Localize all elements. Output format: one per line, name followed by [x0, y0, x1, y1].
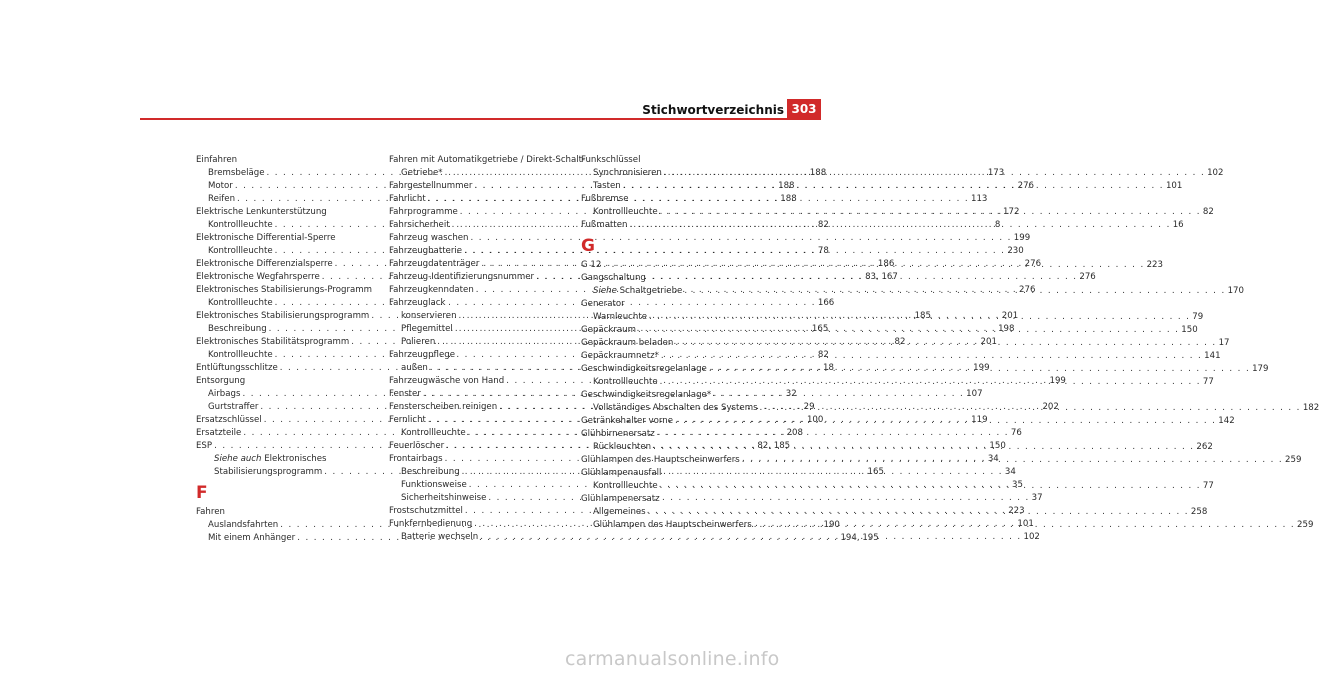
dot-leader	[480, 531, 1021, 544]
dot-leader	[754, 519, 1295, 532]
entry-term: Elektrische Lenkunterstützung	[196, 207, 327, 217]
dot-leader	[664, 167, 1205, 180]
index-entry	[389, 232, 1031, 245]
entry-term: Allgemeines	[593, 507, 646, 517]
entry-term: Fußmatten	[581, 220, 628, 230]
entry-term: Gepäckraum	[581, 325, 636, 335]
page-title: Stichwortverzeichnis	[642, 103, 784, 117]
entry-term: Elektronisches Stabilitätsprogramm	[196, 337, 350, 347]
see-reference-label: Siehe auch	[214, 454, 262, 464]
entry-term: Elektronisches	[264, 454, 327, 464]
dot-leader	[760, 402, 1301, 415]
entry-term: Geschwindigkeitsregelanlage	[581, 364, 707, 374]
entry-page-number: 113	[970, 194, 988, 204]
entry-page-number: 82	[1202, 207, 1214, 217]
entry-page-number: 199	[1049, 376, 1066, 386]
index-entry	[581, 154, 766, 167]
index-entry	[196, 154, 381, 167]
entry-term: Fahrzeug waschen	[389, 233, 469, 243]
entry-page-number: 34	[987, 454, 999, 464]
entry-term: Funktionsweise	[401, 480, 467, 490]
entry-page-number: 179	[1252, 364, 1269, 374]
entry-page-number: 82	[817, 350, 829, 360]
entry-term: ESP	[196, 441, 213, 451]
entry-page-number: 29	[803, 402, 815, 412]
watermark: carmanualsonline.info	[565, 648, 780, 670]
entry-page-number: 173	[987, 168, 1005, 178]
entry-page-number: 18	[823, 363, 834, 373]
entry-term: Rückleuchten	[593, 442, 652, 452]
entry-term: Fahrprogramme	[389, 207, 458, 217]
entry-page-number: 37	[1031, 493, 1043, 503]
entry-page-number: 199	[1013, 233, 1031, 243]
header-rule	[140, 118, 821, 120]
entry-page-number: 32	[785, 389, 797, 399]
entry-page-number: 79	[1192, 312, 1204, 322]
index-entry	[581, 493, 766, 506]
entry-term: außen	[401, 363, 428, 373]
entry-term: Fahrzeugbatterie	[389, 246, 463, 256]
entry-page-number: 186	[877, 259, 895, 269]
entry-term: Bremsbeläge	[208, 168, 265, 178]
entry-term: Kontrollleuchte	[208, 350, 273, 360]
entry-term: Schaltgetriebe	[619, 286, 683, 296]
entry-page-number: 78	[817, 246, 829, 256]
entry-term: Kontrollleuchte	[208, 298, 273, 308]
entry-term: Fußbremse	[581, 194, 629, 204]
entry-term: Frontairbags	[389, 454, 443, 464]
entry-page-number: 188	[778, 181, 795, 191]
entry-term: Ersatzteile	[196, 428, 242, 438]
entry-page-number: 35	[1012, 480, 1023, 490]
entry-page-number: 165	[867, 467, 884, 477]
entry-page-number: 100	[806, 415, 824, 425]
dot-leader	[675, 415, 1216, 428]
entry-page-number: 259	[1285, 455, 1302, 465]
entry-term: Fenster	[389, 389, 421, 399]
entry-page-number: 223	[1146, 260, 1163, 270]
entry-page-number: 101	[1165, 181, 1183, 191]
dot-leader	[742, 454, 1283, 467]
entry-term: Glühlampenausfall	[581, 468, 662, 478]
entry-page-number: 34	[1004, 467, 1016, 477]
entry-page-number: 141	[1204, 351, 1221, 361]
entry-term: Entlüftungsschlitze	[196, 363, 278, 373]
index-entry	[581, 467, 766, 480]
entry-term: Getriebe*	[401, 168, 443, 178]
entry-page-number: 188	[809, 168, 827, 178]
entry-page-number: 185	[914, 311, 931, 321]
dot-leader	[660, 480, 1201, 493]
entry-term: Kontrollleuchte	[593, 377, 658, 387]
index-entry	[581, 428, 766, 441]
entry-term: Batterie wechseln	[401, 532, 479, 542]
dot-leader	[638, 324, 1179, 337]
dot-leader	[709, 363, 1250, 376]
entry-term: Beschreibung	[208, 324, 267, 334]
entry-term: Gurtstraffer	[208, 402, 259, 412]
entry-term: Fahrgestellnummer	[389, 181, 473, 191]
entry-term: Fahrzeuglack	[389, 298, 446, 308]
entry-term: Fahrzeugwäsche von Hand	[389, 376, 505, 386]
entry-term: Kontrollleuchte	[401, 428, 466, 438]
index-entry	[196, 375, 381, 388]
entry-page-number: 150	[1181, 325, 1198, 335]
index-entry	[581, 298, 766, 311]
see-reference-label: Siehe	[593, 286, 617, 296]
entry-term: Gepäckraum beladen	[581, 338, 674, 348]
entry-term: konservieren	[401, 311, 457, 321]
entry-term: Ersatzschlüssel	[196, 415, 262, 425]
entry-term: Generator	[581, 299, 625, 309]
entry-page-number: 165	[811, 324, 829, 334]
dot-leader	[653, 441, 1194, 454]
index-entry	[389, 297, 574, 310]
entry-term: Auslandsfahrten	[208, 520, 279, 530]
entry-term: Airbags	[208, 389, 241, 399]
entry-term: Getränkehalter vorne	[581, 416, 674, 426]
index-entry	[196, 284, 381, 297]
dot-leader	[660, 206, 1201, 219]
entry-term: Gangschaltung	[581, 273, 646, 283]
entry-term: Gepäckraumnetz*	[581, 351, 659, 361]
entry-term: Beschreibung	[401, 467, 460, 477]
section-letter: F	[196, 483, 208, 503]
entry-page-number: 194, 195	[840, 533, 879, 543]
entry-page-number: 201	[1001, 311, 1019, 321]
section-letter: G	[581, 236, 595, 256]
entry-term: Feuerlöscher	[389, 441, 445, 451]
entry-page-number: 82	[817, 220, 829, 230]
index-entry	[196, 206, 381, 219]
entry-term: Fahrzeugkenndaten	[389, 285, 474, 295]
entry-page-number: 258	[1190, 507, 1208, 517]
entry-page-number: 198	[998, 324, 1015, 334]
entry-page-number: 276	[1079, 272, 1096, 282]
entry-term: Fahrzeugpflege	[389, 350, 455, 360]
entry-term: Glühlampen des Hauptscheinwerfers	[593, 520, 752, 530]
dot-leader	[629, 219, 1170, 232]
entry-term: Pflegemittel	[401, 324, 453, 334]
entry-page-number: 16	[1172, 220, 1184, 230]
entry-term: Fahren mit Automatikgetriebe / Direkt-Schalt-	[389, 155, 586, 165]
entry-page-number: 188	[780, 194, 797, 204]
entry-page-number: 276	[1019, 285, 1036, 295]
entry-page-number: 276	[1024, 259, 1042, 269]
entry-page-number: 262	[1196, 442, 1213, 452]
entry-page-number: 82	[894, 337, 906, 347]
entry-term: Fahrlicht	[389, 194, 426, 204]
entry-term: Warnleuchte	[593, 312, 647, 322]
entry-term: Vollständiges Abschalten des Systems	[593, 403, 758, 413]
entry-page-number: 119	[971, 415, 988, 425]
dot-leader	[603, 259, 1144, 272]
entry-term: Entsorgung	[196, 376, 246, 386]
entry-term: Funkfernbedienung	[389, 519, 473, 529]
index-entry	[581, 389, 766, 402]
entry-page-number: 201	[980, 337, 997, 347]
entry-term: Kontrollleuchte	[208, 220, 273, 230]
entry-term: Funkschlüssel	[581, 155, 641, 165]
dot-leader	[684, 285, 1225, 298]
entry-term: Fahren	[196, 507, 225, 517]
index-entry	[389, 349, 574, 362]
entry-page-number: 83, 167	[865, 272, 898, 282]
entry-page-number: 182	[1302, 403, 1319, 413]
entry-page-number: 17	[1218, 338, 1230, 348]
entry-term: Mit einem Anhänger	[208, 533, 296, 543]
entry-page-number: 190	[823, 520, 840, 530]
entry-term: Fensterscheiben reinigen	[389, 402, 498, 412]
entry-page-number: 172	[1003, 207, 1020, 217]
entry-term: Fahrzeugdatenträger	[389, 259, 480, 269]
entry-term: Glühlampenersatz	[581, 494, 660, 504]
entry-term: Kontrollleuchte	[593, 207, 658, 217]
entry-page-number: 276	[1017, 181, 1035, 191]
entry-page-number: 150	[989, 441, 1006, 451]
entry-term: Motor	[208, 181, 233, 191]
entry-page-number: 82, 185	[757, 441, 791, 451]
entry-term: Polieren	[401, 337, 436, 347]
entry-page-number: 199	[973, 363, 990, 373]
entry-term: G 12	[581, 260, 602, 270]
entry-term: Stabilisierungsprogramm	[214, 467, 323, 477]
entry-term: Glühbirnenersatz	[581, 429, 655, 439]
entry-page-number: 170	[1227, 286, 1244, 296]
entry-term: Geschwindigkeitsregelanlage*	[581, 390, 712, 400]
index-entry	[389, 154, 586, 167]
dot-leader	[661, 350, 1202, 363]
entry-page-number: 142	[1218, 416, 1235, 426]
entry-page-number: 76	[1010, 428, 1022, 438]
entry-term: Fahrzeug-Identifizierungsnummer	[389, 272, 535, 282]
entry-term: Einfahren	[196, 155, 238, 165]
entry-term: Reifen	[208, 194, 236, 204]
entry-page-number: 102	[1207, 168, 1224, 178]
dot-leader	[649, 311, 1190, 324]
entry-page-number: 77	[1202, 377, 1214, 387]
entry-page-number: 223	[1008, 506, 1025, 516]
entry-term: Elektronisches Stabilisierungsprogramm	[196, 311, 370, 321]
entry-term: Fernlicht	[389, 415, 426, 425]
entry-page-number: 166	[817, 298, 835, 308]
dot-leader	[623, 180, 1164, 193]
index-entry	[196, 232, 381, 245]
entry-page-number: 202	[1042, 402, 1059, 412]
entry-page-number: 8	[994, 220, 1001, 230]
dot-leader	[648, 506, 1189, 519]
dot-leader	[660, 376, 1201, 389]
entry-term: Frostschutzmittel	[389, 506, 463, 516]
entry-term: Fahrsicherheit	[389, 220, 450, 230]
entry-page-number: 259	[1297, 520, 1314, 530]
page-number-badge: 303	[787, 99, 821, 118]
entry-term: Kontrollleuchte	[208, 246, 273, 256]
entry-page-number: 230	[1007, 246, 1024, 256]
entry-page-number: 102	[1023, 532, 1040, 542]
entry-page-number: 107	[966, 389, 983, 399]
index-entry	[581, 272, 766, 285]
entry-page-number: 77	[1202, 481, 1214, 491]
entry-page-number: 101	[1017, 519, 1034, 529]
entry-term: Synchronisieren	[593, 168, 662, 178]
dot-leader	[675, 337, 1216, 350]
entry-term: Elektronische Differenzialsperre	[196, 259, 333, 269]
entry-term: Glühlampen des Hauptscheinwerfers	[581, 455, 740, 465]
entry-term: Elektronische Wegfahrsperre	[196, 272, 320, 282]
index-entry	[581, 193, 766, 206]
entry-term: Kontrollleuchte	[593, 481, 658, 491]
entry-term: Tasten	[593, 181, 621, 191]
entry-term: Elektronisches Stabilisierungs-Programm	[196, 285, 372, 295]
index-entry	[196, 506, 381, 519]
entry-page-number: 208	[786, 428, 803, 438]
index-subentry	[196, 453, 381, 466]
entry-term: Sicherheitshinweise	[401, 493, 487, 503]
entry-term: Elektronische Differential-Sperre	[196, 233, 336, 243]
